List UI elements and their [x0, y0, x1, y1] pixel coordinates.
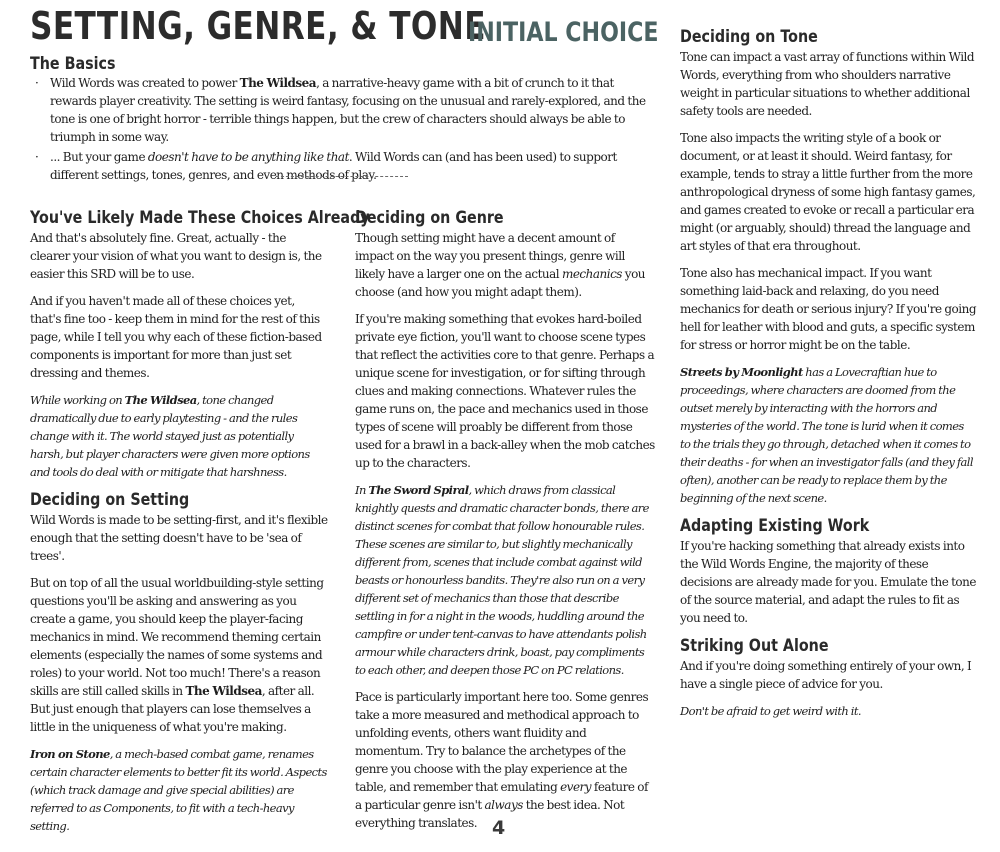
adapting-paragraph: If you're hacking something that already exists into the Wild Words Engine, the majority of these decisions are already made for you. Emulate the tone of the source material, and adapt the rules to fit as you need to.: [680, 539, 976, 625]
page-number: 4: [492, 817, 506, 839]
basics-item-2-text: ... But your game: [50, 150, 148, 164]
setting-note: [30, 745, 328, 835]
genre-paragraph-2: If you're making something that evokes hard-boiled private eye fiction, you'll want to choose scene types that reflect the activities core to that genre. Perhaps a unique scene for investigation, or for sifting through clues and making connections. Whatever rules the game runs on, the pace and mechanics used in those types of scene will proably be different from those used for a brawl in a back-alley when the mob catches up to the characters.: [355, 312, 655, 470]
alone-note: Don't be afraid to get weird with it.: [680, 704, 861, 718]
alone-paragraph: And if you're doing something entirely of your own, I have a single piece of advice for you.: [680, 659, 972, 691]
setting-paragraph-2-text-cont: , after all. But just enough that players can lose themselves a little in the uniqueness of what you're making.: [30, 684, 315, 734]
wildsea-title: The Wildsea: [239, 76, 317, 90]
basics-item-2-text-cont: . Wild Words can (and has been used) to support different settings, tones, genres, and even methods of play.: [50, 150, 617, 182]
always-emphasis: always: [484, 798, 523, 812]
setting-paragraph-2-text: But on top of all the usual worldbuilding-style setting questions you'll be asking and answering as you create a game, you should keep the player-facing mechanics in mind. We recommend theming certain elements (especially the names of some systems and roles) to your world. Not too much! There's a reason skills are still called skills in: [30, 576, 324, 698]
tone-paragraph-3: Tone also has mechanical impact. If you want something laid-back and relaxing, do you need mechanics for death or serious injury? If you're going hell for leather with blood and guts, a specific system for stress or horror might be on the table.: [680, 266, 977, 352]
tone-paragraph-2: Tone also impacts the writing style of a book or document, or at least it should. Weird fantasy, for example, tends to stray a little further from the more anthropological dryness of some high fantasy games, and games created to evoke or recall a particular era might (or arguably, should) thread the language and art styles of that era throughout.: [680, 131, 976, 253]
basics-item-1-text-cont: , a narrative-heavy game with a bit of crunch to it that rewards player creativity. The setting is weird fantasy, focusing on the unusual and rarely-explored, and the tone is one of bright horror - terrible things happen, but the crew of characters should always be able to triumph in some way.: [50, 76, 646, 144]
choices-note-text-cont: , tone changed dramatically due to early playtesting - and the rules change with it. The world stayed just as potentially harsh, but player characters were given more options and tools do deal with or mitigate that harshness.: [30, 393, 310, 479]
alone-heading: Striking Out Alone: [680, 636, 829, 656]
iron-on-stone-title: Iron on Stone: [30, 747, 110, 761]
setting-paragraph-2: [30, 574, 328, 736]
column-right: [680, 27, 976, 729]
genre-note-text: In: [355, 483, 369, 497]
page-title-sub: INITIAL CHOICE: [468, 17, 659, 48]
choices-paragraph-1: And that's absolutely fine. Great, actually - the clearer your vision of what you want to design is, the easier this SRD will be to use.: [30, 231, 322, 281]
page-title-main: SETTING, GENRE, & TONE: [30, 4, 486, 48]
basics-heading: The Basics: [30, 54, 116, 74]
every-emphasis: every: [560, 780, 592, 794]
genre-paragraph-3: [355, 688, 655, 832]
choices-paragraph-2: And if you haven't made all of these choices yet, that's fine too - keep them in mind for the rest of this page, while I tell you why each of these fiction-based components is important for more than just set dressing and themes.: [30, 294, 322, 380]
genre-paragraph-1: [355, 229, 655, 301]
page-title: [30, 4, 670, 54]
streets-by-moonlight-title: Streets by Moonlight: [680, 365, 803, 379]
genre-paragraph-3-text: Pace is particularly important here too. Some genres take a more measured and methodical approach to unfolding events, others want fluidity and momentum. Try to balance the archetypes of the genre you choose with the play experience at the table, and remember that emulating: [355, 690, 649, 794]
genre-paragraph-3-text-end: the best idea. Not everything translates.: [355, 798, 625, 830]
genre-paragraph-1-text: Though setting might have a decent amount of impact on the way you present things, genre will likely have a larger one on the actual: [355, 231, 625, 281]
genre-note: [355, 481, 655, 679]
bullet: ·: [35, 76, 39, 90]
column-left: [30, 208, 370, 844]
tone-heading: Deciding on Tone: [680, 27, 818, 47]
basics-item-2-emphasis: doesn't have to be anything like that: [147, 150, 349, 164]
setting-note-text: , a mech-based combat game, renames certain character elements to better fit its world. Aspects (which track damage and give special abilities) are referred to as Components, to fit with a tech-heavy setting.: [30, 747, 327, 833]
section-divider: [276, 176, 408, 177]
sword-spiral-title: The Sword Spiral: [368, 483, 469, 497]
mechanics-emphasis: mechanics: [561, 267, 622, 281]
wildsea-title: The Wildsea: [124, 393, 197, 407]
tone-note-text: has a Lovecraftian hue to proceedings, where characters are doomed from the outset merely by interacting with the horrors and mysteries of the world. The tone is lurid when it comes to the trials they go through, detached when it comes to their deaths - for when an investigator falls (and they fall often), another can be ready to replace them by the beginning of the next scene.: [680, 365, 973, 505]
genre-paragraph-3-text-mid: feature of a particular genre isn't: [355, 780, 648, 812]
choices-note: [30, 391, 328, 481]
basics-item-1: [30, 74, 655, 146]
choices-heading: You've Likely Made These Choices Already: [30, 208, 370, 228]
setting-heading: Deciding on Setting: [30, 490, 190, 510]
basics-item-1-text: Wild Words was created to power: [50, 76, 240, 90]
basics-item-2: [30, 148, 655, 184]
adapting-heading: Adapting Existing Work: [680, 516, 870, 536]
tone-note: [680, 363, 976, 507]
genre-heading: Deciding on Genre: [355, 208, 504, 228]
wildsea-title: The Wildsea: [185, 684, 262, 698]
genre-note-text-cont: , which draws from classical knightly quests and dramatic character bonds, there are distinct scenes for combat that follow honourable rules. These scenes are similar to, but slightly mechanically different from, scenes that include combat against wild beasts or honourless bandits. They're also run on a very different set of mechanics than those that describe settling in for a night in the woods, huddling around the campfire or under tent-canvas to have attendants polish armour while characters drink, boast, pay compliments to each other, and deepen those PC on PC relations.: [355, 483, 649, 677]
tone-paragraph-1: Tone can impact a vast array of functions within Wild Words, everything from who shoulders narrative weight in particular situations to whether additional safety tools are needed.: [680, 50, 975, 118]
bullet: ·: [35, 150, 39, 164]
choices-note-text: While working on: [30, 393, 125, 407]
genre-paragraph-1-text-cont: you choose (and how you might adapt them).: [355, 267, 646, 299]
basics-list: [30, 74, 655, 186]
setting-paragraph-1: Wild Words is made to be setting-first, and it's flexible enough that the setting doesn't have to be 'sea of trees'.: [30, 513, 328, 563]
column-middle: [355, 208, 655, 841]
